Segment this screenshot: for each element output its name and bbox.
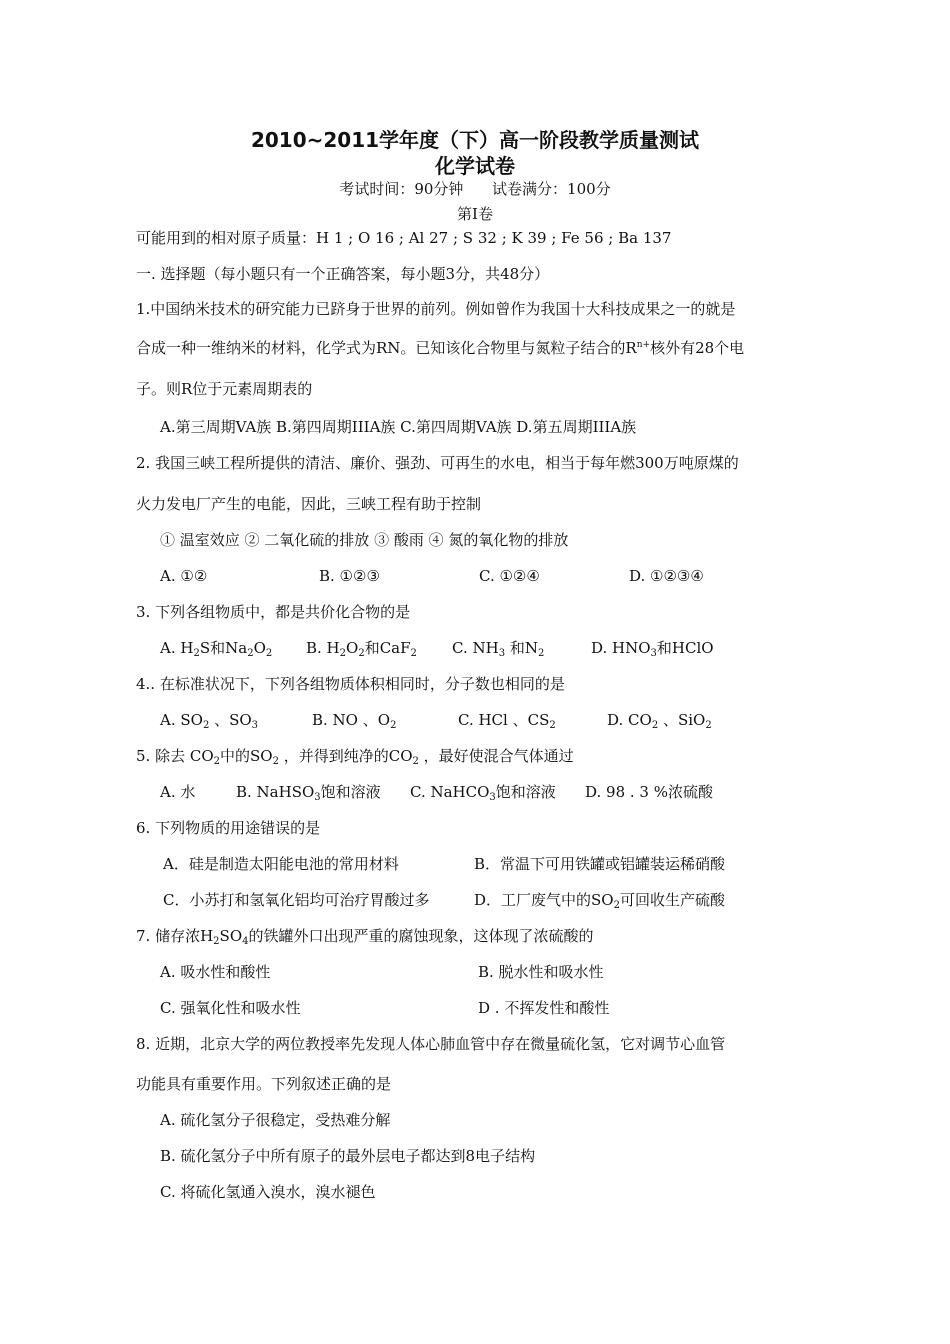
q7-option-a: A. 吸水性和酸性 (160, 963, 271, 981)
q8-option-a: A. 硫化氢分子很稳定，受热难分解 (160, 1111, 391, 1129)
q2-items: ① 温室效应 ② 二氧化硫的排放 ③ 酸雨 ④ 氮的氧化物的排放 (160, 531, 569, 549)
q2-option-a: A. ①② (160, 567, 208, 585)
q3-option-d: D. $HNO_3$和HClO (591, 639, 714, 659)
q4-stem: 4.. 在标准状况下，下列各组物质体积相同时，分子数也相同的是 (136, 675, 565, 693)
q5-option-d: D. 98 . 3 %浓硫酸 (585, 783, 713, 801)
q6-option-d: D．工厂废气中的$SO_2$可回收生产硫酸 (474, 891, 725, 911)
q1-line3: 子。则R位于元素周期表的 (136, 380, 313, 398)
q2-option-b: B. ①②③ (319, 567, 380, 585)
q6-option-a: A．硅是制造太阳能电池的常用材料 (163, 855, 399, 873)
atomic-masses: 可能用到的相对原子质量：H 1 ; O 16 ; Al 27 ; S 32 ; K 39 ; Fe 56 ; Ba 137 (136, 229, 672, 247)
q5-option-b: B. NaHSO$_3$饱和溶液 (236, 783, 381, 803)
q8-line1: 8. 近期，北京大学的两位教授率先发现人体心肺血管中存在微量硫化氢，它对调节心血管 (136, 1035, 726, 1053)
q1-line1: 1.中国纳米技术的研究能力已跻身于世界的前列。例如曾作为我国十大科技成果之一的就是 (136, 300, 736, 318)
exam-info: 考试时间：90分钟 试卷满分：100分 (339, 180, 611, 198)
q8-option-c: C. 将硫化氢通入溴水，溴水褪色 (160, 1183, 376, 1201)
q2-option-c: C. ①②④ (479, 567, 540, 585)
q4-option-c: C. HCl 、$CS_2$ (458, 711, 556, 731)
q2-line1: 2. 我国三峡工程所提供的清洁、廉价、强劲、可再生的水电，相当于每年燃300万吨原煤的 (136, 454, 739, 472)
q3-stem: 3. 下列各组物质中，都是共价化合物的是 (136, 603, 411, 621)
q2-line2: 火力发电厂产生的电能，因此，三峡工程有助于控制 (136, 495, 482, 513)
q5-option-a: A. 水 (160, 783, 196, 801)
exam-subtitle: 化学试卷 (435, 154, 515, 178)
q7-option-b: B. 脱水性和吸水性 (478, 963, 604, 981)
q3-option-b: B. $H_2O_2$和CaF$_2$ (306, 639, 417, 659)
q7-stem: 7. 储存浓$H_2SO_4$的铁罐外口出现严重的腐蚀现象，这体现了浓硫酸的 (136, 927, 594, 947)
q3-option-c: C. $NH_3$ 和$N_2$ (452, 639, 545, 659)
q1-options: A.第三周期VA族 B.第四周期IIIA族 C.第四周期VA族 D.第五周期IIIA族 (160, 418, 637, 436)
q4-option-d: D. $CO_2$ 、SiO$_2$ (607, 711, 712, 731)
exam-title: 2010~2011学年度（下）高一阶段教学质量测试 (250, 128, 700, 152)
q3-option-a: A. $H_2S$和$Na_2O_2$ (160, 639, 273, 659)
q2-option-d: D. ①②③④ (629, 567, 704, 585)
q8-line2: 功能具有重要作用。下列叙述正确的是 (136, 1075, 392, 1093)
q4-option-b: B. NO 、$O_2$ (312, 711, 397, 731)
section-heading: 一. 选择题（每小题只有一个正确答案，每小题3分，共48分） (136, 265, 550, 283)
q5-option-c: C. NaHCO$_3$饱和溶液 (410, 783, 556, 803)
q7-option-c: C. 强氧化性和吸水性 (160, 999, 301, 1017)
q8-option-b: B. 硫化氢分子中所有原子的最外层电子都达到8电子结构 (160, 1147, 536, 1165)
q4-option-a: A. $SO_2$ 、$SO_3$ (160, 711, 259, 731)
q6-option-b: B．常温下可用铁罐或铝罐装运稀硝酸 (474, 855, 726, 873)
q7-option-d: D . 不挥发性和酸性 (478, 999, 610, 1017)
volume-label: 第I卷 (457, 205, 493, 223)
q5-stem: 5. 除去 $CO_2$中的$SO_2$ ，并得到纯净的$CO_2$ ，最好使混合气体通过 (136, 747, 574, 767)
q1-line2: 合成一种一维纳米的材料，化学式为RN。已知该化合物里与氮粒子结合的$R^{n+}$核外有28个电 (136, 339, 745, 357)
q6-stem: 6. 下列物质的用途错误的是 (136, 819, 321, 837)
q6-option-c: C．小苏打和氢氧化铝均可治疗胃酸过多 (163, 891, 430, 909)
